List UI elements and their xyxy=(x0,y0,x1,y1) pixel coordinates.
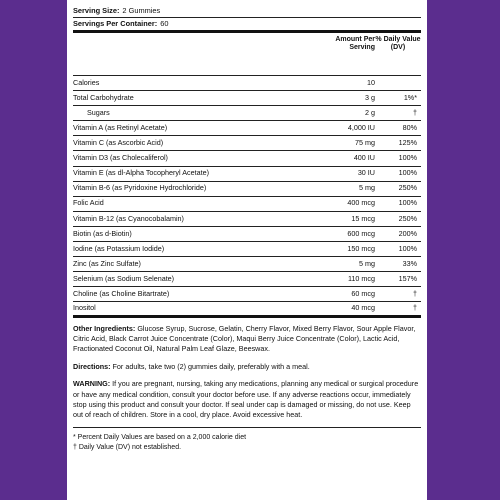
nutrient-amount: 150 mcg xyxy=(347,243,375,253)
footnote-not-established: † Daily Value (DV) not established. xyxy=(73,443,182,451)
nutrient-name: Vitamin A (as Retinyl Acetate) xyxy=(73,123,168,132)
nutrient-name: Sugars xyxy=(87,107,110,117)
nutrient-name: Vitamin E (as dl-Alpha Tocopheryl Acetate) xyxy=(73,168,209,178)
warning-label: WARNING: xyxy=(73,379,111,389)
amount-per-serving-header: Amount Per Serving xyxy=(335,36,375,52)
nutrient-daily-value: 80% xyxy=(402,123,417,132)
nutrient-name: Selenium (as Sodium Selenate) xyxy=(73,273,175,283)
nutrient-amount: 75 mg xyxy=(355,138,375,148)
directions xyxy=(73,355,421,372)
directions-label: Directions: xyxy=(73,361,111,371)
nutrient-row xyxy=(73,272,421,287)
nutrient-row xyxy=(73,91,421,106)
nutrient-name: Vitamin B-6 (as Pyridoxine Hydrochloride) xyxy=(73,183,207,193)
nutrient-amount: 60 mcg xyxy=(351,289,375,299)
nutrient-daily-value: † xyxy=(413,107,417,117)
nutrient-daily-value: 125% xyxy=(398,138,417,148)
nutrient-row xyxy=(73,121,421,136)
nutrient-row xyxy=(73,167,421,182)
nutrient-amount: 400 IU xyxy=(353,153,375,163)
nutrient-daily-value: 100% xyxy=(398,243,417,253)
nutrient-name: Total Carbohydrate xyxy=(73,92,134,102)
other-ingredients-label: Other Ingredients: xyxy=(73,323,136,333)
nutrient-table xyxy=(73,75,421,318)
serving-size-value: 2 Gummies xyxy=(122,5,161,15)
nutrient-amount: 40 mcg xyxy=(351,303,375,313)
nutrient-amount: 15 mcg xyxy=(351,213,375,223)
nutrient-daily-value: 1%* xyxy=(403,92,417,102)
nutrient-amount: 5 mg xyxy=(359,183,375,193)
servings-value: 60 xyxy=(160,18,169,28)
supplement-facts-panel xyxy=(67,0,427,500)
nutrient-amount: 4,000 IU xyxy=(347,123,375,132)
nutrient-amount: 5 mg xyxy=(359,258,375,268)
daily-value-header: % Daily Value (DV) xyxy=(375,36,421,52)
nutrient-row xyxy=(73,182,421,197)
nutrient-row xyxy=(73,257,421,272)
nutrient-row xyxy=(73,227,421,242)
nutrient-name: Biotin (as d-Biotin) xyxy=(73,228,132,238)
nutrient-row xyxy=(73,76,421,91)
nutrient-amount: 2 g xyxy=(365,107,375,117)
nutrient-amount: 110 mcg xyxy=(347,273,375,283)
directions-text: For adults, take two (2) gummies daily, preferably with a meal. xyxy=(112,361,310,371)
nutrient-row xyxy=(73,212,421,227)
nutrient-daily-value: 157% xyxy=(398,273,417,283)
nutrient-daily-value: 200% xyxy=(398,228,417,238)
other-ingredients-text: Glucose Syrup, Sucrose, Gelatin, Cherry Flavor, Mixed Berry Flavor, Sour Apple Flavor, Citric Acid, Black Carrot Juice Concentrate (Color), Maqui Berry Juice Concentrate (Color), Lactic Acid, Fractionated Coconut Oil, Natural Palm Leaf Glaze, Beeswax. xyxy=(73,323,416,354)
serving-size-row xyxy=(73,5,421,18)
other-ingredients xyxy=(73,318,421,355)
nutrient-amount: 10 xyxy=(367,77,375,87)
servings-label: Servings Per Container: xyxy=(73,18,158,28)
nutrient-row xyxy=(73,151,421,166)
nutrient-daily-value: 33% xyxy=(402,258,417,268)
nutrient-name: Folic Acid xyxy=(73,198,104,208)
serving-size-label: Serving Size: xyxy=(73,5,120,15)
nutrient-name: Zinc (as Zinc Sulfate) xyxy=(73,258,141,268)
nutrient-row xyxy=(73,197,421,212)
nutrient-daily-value: † xyxy=(413,303,417,313)
footnotes xyxy=(73,427,421,453)
nutrient-name: Calories xyxy=(73,77,100,87)
column-headers xyxy=(73,33,421,75)
nutrient-row xyxy=(73,302,421,317)
warning-text: If you are pregnant, nursing, taking any medications, planning any medical or surgical procedure or have any medical condition, consult your doctor before use. If any adverse reactions occur, immediately stop using this product and consult your doctor. If seal under cap is damaged or missing, do not use. Keep out of reach of children. Store in a cool, dry place. Avoid excessive heat. xyxy=(73,379,419,420)
servings-per-container-row xyxy=(73,18,421,33)
nutrient-name: Vitamin C (as Ascorbic Acid) xyxy=(73,138,164,148)
nutrient-name: Iodine (as Potassium Iodide) xyxy=(73,243,165,253)
nutrient-row xyxy=(73,106,421,121)
nutrient-name: Vitamin D3 (as Cholecaliferol) xyxy=(73,153,168,163)
nutrient-daily-value: † xyxy=(413,289,417,299)
nutrient-daily-value: 100% xyxy=(398,153,417,163)
nutrient-name: Vitamin B-12 (as Cyanocobalamin) xyxy=(73,213,184,223)
warning xyxy=(73,372,421,421)
nutrient-daily-value: 250% xyxy=(398,213,417,223)
nutrient-daily-value: 100% xyxy=(398,168,417,178)
nutrient-row xyxy=(73,242,421,257)
footnote-percent: * Percent Daily Values are based on a 2,000 calorie diet xyxy=(73,433,247,441)
nutrient-amount: 600 mcg xyxy=(347,228,375,238)
nutrient-name: Inositol xyxy=(73,303,96,313)
nutrient-amount: 3 g xyxy=(365,92,375,102)
nutrient-daily-value: 250% xyxy=(398,183,417,193)
nutrient-amount: 400 mcg xyxy=(347,198,375,208)
nutrient-name: Choline (as Choline Bitartrate) xyxy=(73,289,170,299)
nutrient-row xyxy=(73,136,421,151)
nutrient-row xyxy=(73,287,421,302)
nutrient-daily-value: 100% xyxy=(398,198,417,208)
nutrient-amount: 30 IU xyxy=(357,168,375,178)
